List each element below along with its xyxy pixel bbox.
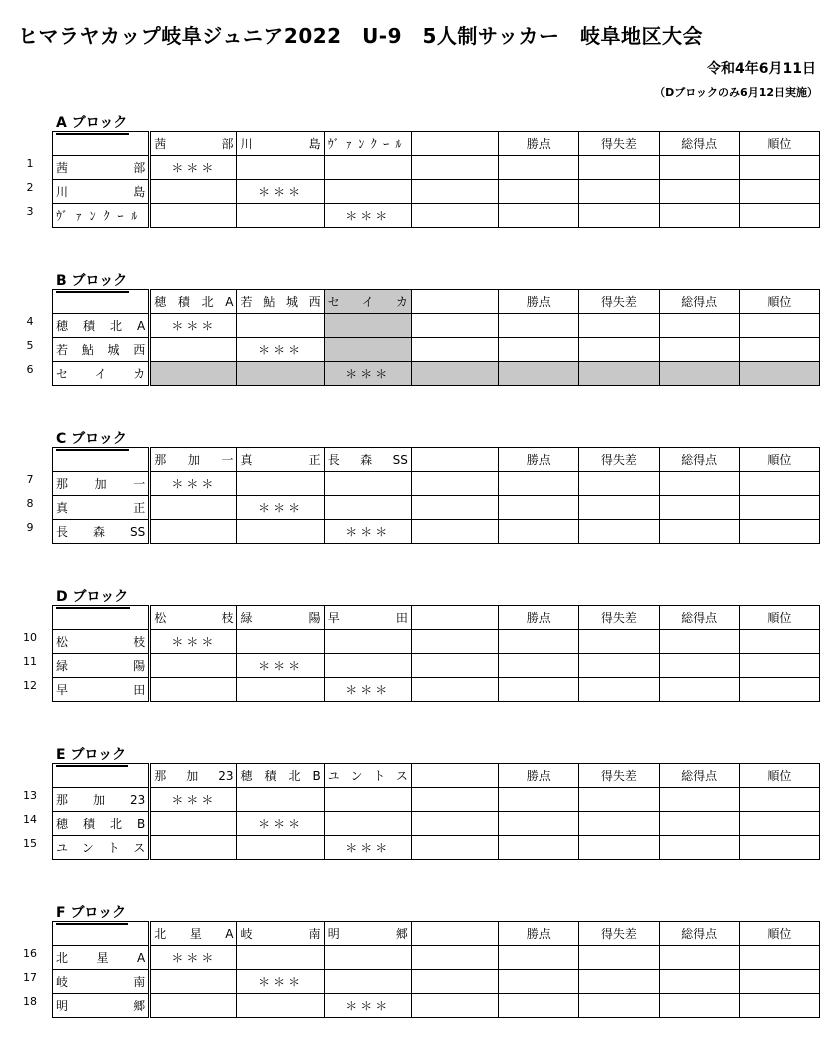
- team-name: 若鮎城西: [53, 338, 150, 362]
- stat-cell: [499, 156, 579, 180]
- team-name: 真 正: [53, 496, 150, 520]
- row-number: 10: [23, 631, 37, 644]
- match-cell: [324, 812, 411, 836]
- team-name: 川 島: [53, 180, 150, 204]
- match-cell: [324, 156, 411, 180]
- match-cell: [324, 472, 411, 496]
- match-cell: [150, 654, 237, 678]
- block-label: A ブロック: [56, 112, 129, 135]
- match-cell: [237, 788, 324, 812]
- empty-cell: [411, 764, 498, 788]
- team-name: 長 森 SS: [53, 520, 150, 544]
- match-cell: [324, 970, 411, 994]
- row-number: 11: [23, 655, 37, 668]
- stat-header: 勝点: [499, 764, 579, 788]
- team-name: 那 加 23: [53, 788, 150, 812]
- row-number: 18: [23, 995, 37, 1008]
- empty-cell: [411, 290, 498, 314]
- stat-header: 得失差: [579, 448, 659, 472]
- stat-header: 得失差: [579, 606, 659, 630]
- match-cell: [237, 362, 324, 386]
- stat-header: 得失差: [579, 764, 659, 788]
- team-name: 茜 部: [53, 156, 150, 180]
- team-header: 松 枝: [150, 606, 237, 630]
- row-number: 3: [26, 205, 34, 218]
- empty-cell: [411, 836, 498, 860]
- row-number: 15: [23, 837, 37, 850]
- empty-cell: [411, 630, 498, 654]
- match-cell: [237, 520, 324, 544]
- empty-cell: [411, 788, 498, 812]
- stat-cell: [739, 520, 819, 544]
- match-cell: [237, 630, 324, 654]
- stat-cell: [579, 180, 659, 204]
- self-match-cell: ＊＊＊: [324, 362, 411, 386]
- match-cell: [324, 180, 411, 204]
- self-match-cell: ＊＊＊: [237, 338, 324, 362]
- table-row: [53, 994, 820, 1018]
- team-name: 穂積北A: [53, 314, 150, 338]
- stat-cell: [659, 204, 739, 228]
- block-label: D ブロック: [56, 586, 130, 609]
- stat-cell: [579, 788, 659, 812]
- stat-cell: [499, 314, 579, 338]
- team-header: 川 島: [237, 132, 324, 156]
- stat-cell: [579, 678, 659, 702]
- match-cell: [150, 180, 237, 204]
- match-cell: [324, 314, 411, 338]
- stat-cell: [579, 994, 659, 1018]
- stat-cell: [579, 970, 659, 994]
- table-row: [53, 654, 820, 678]
- empty-cell: [411, 448, 498, 472]
- stat-cell: [579, 362, 659, 386]
- self-match-cell: ＊＊＊: [150, 314, 237, 338]
- page-title: ヒマラヤカップ岐阜ジュニア2022 U-9 5人制サッカー 岐阜地区大会: [18, 24, 704, 48]
- match-cell: [150, 970, 237, 994]
- match-cell: [150, 362, 237, 386]
- stat-header: 勝点: [499, 132, 579, 156]
- stat-header: 勝点: [499, 922, 579, 946]
- stat-cell: [739, 472, 819, 496]
- self-match-cell: ＊＊＊: [237, 180, 324, 204]
- stat-header: 得失差: [579, 132, 659, 156]
- stat-cell: [579, 472, 659, 496]
- corner-cell: [53, 764, 150, 788]
- row-number: 1: [26, 157, 34, 170]
- empty-cell: [411, 472, 498, 496]
- stat-cell: [499, 204, 579, 228]
- team-header: 穂積北A: [150, 290, 237, 314]
- table-row: [53, 204, 820, 228]
- table-row: [53, 678, 820, 702]
- table-row: [53, 156, 820, 180]
- stat-cell: [659, 520, 739, 544]
- stat-cell: [739, 156, 819, 180]
- empty-cell: [411, 156, 498, 180]
- row-number: 4: [26, 315, 34, 328]
- table-row: [53, 520, 820, 544]
- empty-cell: [411, 994, 498, 1018]
- stat-header: 順位: [739, 764, 819, 788]
- block-label: B ブロック: [56, 270, 129, 293]
- stat-cell: [659, 970, 739, 994]
- team-header: 茜 部: [150, 132, 237, 156]
- stat-cell: [499, 180, 579, 204]
- stat-cell: [739, 180, 819, 204]
- stat-cell: [739, 946, 819, 970]
- stat-cell: [499, 338, 579, 362]
- self-match-cell: ＊＊＊: [324, 520, 411, 544]
- team-header: ｳﾞｧﾝｸｰﾙ: [324, 132, 411, 156]
- empty-cell: [411, 362, 498, 386]
- stat-cell: [659, 314, 739, 338]
- block-label: F ブロック: [56, 902, 128, 925]
- stat-cell: [499, 836, 579, 860]
- match-cell: [150, 994, 237, 1018]
- stat-cell: [739, 994, 819, 1018]
- block-table: [52, 447, 820, 544]
- stat-cell: [579, 520, 659, 544]
- block-table: [52, 131, 820, 228]
- stat-cell: [579, 496, 659, 520]
- stat-header: 得失差: [579, 290, 659, 314]
- match-cell: [150, 520, 237, 544]
- match-cell: [150, 836, 237, 860]
- stat-header: 順位: [739, 922, 819, 946]
- match-cell: [324, 654, 411, 678]
- team-header: 那 加 一: [150, 448, 237, 472]
- stat-cell: [659, 654, 739, 678]
- match-cell: [237, 314, 324, 338]
- table-row: [53, 180, 820, 204]
- empty-cell: [411, 314, 498, 338]
- team-name: 明 郷: [53, 994, 150, 1018]
- empty-cell: [411, 970, 498, 994]
- stat-cell: [739, 970, 819, 994]
- stat-cell: [659, 472, 739, 496]
- team-header: 若鮎城西: [237, 290, 324, 314]
- table-row: [53, 338, 820, 362]
- stat-header: 順位: [739, 290, 819, 314]
- stat-cell: [659, 836, 739, 860]
- match-cell: [150, 496, 237, 520]
- table-row: [53, 970, 820, 994]
- self-match-cell: ＊＊＊: [150, 472, 237, 496]
- team-name: 北 星 A: [53, 946, 150, 970]
- stat-cell: [499, 788, 579, 812]
- team-name: ｳﾞｧﾝｸｰﾙ: [53, 204, 150, 228]
- stat-cell: [659, 180, 739, 204]
- self-match-cell: ＊＊＊: [237, 812, 324, 836]
- self-match-cell: ＊＊＊: [150, 946, 237, 970]
- team-header: ユントス: [324, 764, 411, 788]
- team-header: 岐 南: [237, 922, 324, 946]
- team-header: 真 正: [237, 448, 324, 472]
- self-match-cell: ＊＊＊: [150, 788, 237, 812]
- empty-cell: [411, 132, 498, 156]
- corner-cell: [53, 290, 150, 314]
- block-table: [52, 605, 820, 702]
- stat-header: 順位: [739, 606, 819, 630]
- table-row: [53, 836, 820, 860]
- self-match-cell: ＊＊＊: [324, 994, 411, 1018]
- row-number: 13: [23, 789, 37, 802]
- stat-cell: [659, 338, 739, 362]
- empty-cell: [411, 338, 498, 362]
- table-row: [53, 812, 820, 836]
- team-header: 那 加 23: [150, 764, 237, 788]
- stat-cell: [499, 520, 579, 544]
- row-number: 17: [23, 971, 37, 984]
- block-table: [52, 763, 820, 860]
- stat-cell: [579, 836, 659, 860]
- stat-header: 総得点: [659, 764, 739, 788]
- stat-cell: [739, 654, 819, 678]
- row-number: 7: [26, 473, 34, 486]
- self-match-cell: ＊＊＊: [237, 654, 324, 678]
- stat-header: 総得点: [659, 922, 739, 946]
- stat-cell: [739, 836, 819, 860]
- row-number: 5: [26, 339, 34, 352]
- stat-cell: [579, 338, 659, 362]
- stat-cell: [579, 156, 659, 180]
- team-name: セイカ: [53, 362, 150, 386]
- stat-header: 総得点: [659, 448, 739, 472]
- match-cell: [150, 204, 237, 228]
- match-cell: [237, 836, 324, 860]
- match-cell: [237, 472, 324, 496]
- team-name: 岐 南: [53, 970, 150, 994]
- empty-cell: [411, 812, 498, 836]
- self-match-cell: ＊＊＊: [324, 204, 411, 228]
- stat-cell: [659, 946, 739, 970]
- match-cell: [237, 678, 324, 702]
- table-row: [53, 362, 820, 386]
- empty-cell: [411, 922, 498, 946]
- corner-cell: [53, 132, 150, 156]
- row-number: 9: [26, 521, 34, 534]
- self-match-cell: ＊＊＊: [324, 678, 411, 702]
- match-cell: [237, 156, 324, 180]
- team-name: 緑 陽: [53, 654, 150, 678]
- row-number: 16: [23, 947, 37, 960]
- stat-cell: [579, 946, 659, 970]
- team-header: 緑 陽: [237, 606, 324, 630]
- corner-cell: [53, 448, 150, 472]
- stat-cell: [659, 630, 739, 654]
- stat-header: 勝点: [499, 606, 579, 630]
- team-name: 穂積北B: [53, 812, 150, 836]
- team-name: 松 枝: [53, 630, 150, 654]
- corner-cell: [53, 922, 150, 946]
- stat-cell: [499, 630, 579, 654]
- empty-cell: [411, 520, 498, 544]
- self-match-cell: ＊＊＊: [150, 630, 237, 654]
- stat-cell: [739, 362, 819, 386]
- team-header: 長 森 SS: [324, 448, 411, 472]
- team-header: 北 星 A: [150, 922, 237, 946]
- table-row: [53, 314, 820, 338]
- self-match-cell: ＊＊＊: [150, 156, 237, 180]
- empty-cell: [411, 496, 498, 520]
- event-date: 令和4年6月11日: [707, 61, 816, 77]
- stat-cell: [739, 204, 819, 228]
- stat-cell: [659, 994, 739, 1018]
- stat-header: 勝点: [499, 290, 579, 314]
- stat-cell: [499, 812, 579, 836]
- stat-cell: [579, 812, 659, 836]
- match-cell: [324, 788, 411, 812]
- block-table: [52, 289, 820, 386]
- stat-cell: [739, 338, 819, 362]
- team-header: 明 郷: [324, 922, 411, 946]
- stat-header: 総得点: [659, 290, 739, 314]
- table-row: [53, 496, 820, 520]
- date-note: （Dブロックのみ6月12日実施）: [654, 86, 818, 99]
- stat-header: 総得点: [659, 606, 739, 630]
- row-number: 12: [23, 679, 37, 692]
- self-match-cell: ＊＊＊: [324, 836, 411, 860]
- row-number: 8: [26, 497, 34, 510]
- stat-header: 総得点: [659, 132, 739, 156]
- row-number: 2: [26, 181, 34, 194]
- match-cell: [324, 630, 411, 654]
- stat-cell: [739, 788, 819, 812]
- match-cell: [237, 204, 324, 228]
- stat-cell: [579, 654, 659, 678]
- stat-cell: [499, 678, 579, 702]
- empty-cell: [411, 678, 498, 702]
- match-cell: [150, 812, 237, 836]
- stat-cell: [659, 496, 739, 520]
- match-cell: [324, 338, 411, 362]
- stat-cell: [739, 314, 819, 338]
- match-cell: [324, 496, 411, 520]
- team-header: 早 田: [324, 606, 411, 630]
- stat-cell: [499, 472, 579, 496]
- stat-cell: [659, 788, 739, 812]
- stat-cell: [579, 204, 659, 228]
- stat-cell: [499, 496, 579, 520]
- stat-header: 得失差: [579, 922, 659, 946]
- empty-cell: [411, 204, 498, 228]
- team-name: 那 加 一: [53, 472, 150, 496]
- empty-cell: [411, 946, 498, 970]
- empty-cell: [411, 654, 498, 678]
- table-row: [53, 472, 820, 496]
- match-cell: [237, 946, 324, 970]
- stat-header: 順位: [739, 448, 819, 472]
- team-name: ユントス: [53, 836, 150, 860]
- empty-cell: [411, 180, 498, 204]
- stat-cell: [659, 156, 739, 180]
- match-cell: [237, 994, 324, 1018]
- block-table: [52, 921, 820, 1018]
- stat-cell: [499, 970, 579, 994]
- team-name: 早 田: [53, 678, 150, 702]
- corner-cell: [53, 606, 150, 630]
- row-number: 14: [23, 813, 37, 826]
- stat-cell: [499, 362, 579, 386]
- block-label: C ブロック: [56, 428, 129, 451]
- stat-cell: [659, 678, 739, 702]
- self-match-cell: ＊＊＊: [237, 496, 324, 520]
- stat-cell: [579, 314, 659, 338]
- table-row: [53, 788, 820, 812]
- match-cell: [150, 678, 237, 702]
- team-header: 穂積北B: [237, 764, 324, 788]
- table-row: [53, 946, 820, 970]
- self-match-cell: ＊＊＊: [237, 970, 324, 994]
- stat-cell: [659, 362, 739, 386]
- stat-cell: [739, 812, 819, 836]
- stat-cell: [579, 630, 659, 654]
- empty-cell: [411, 606, 498, 630]
- block-label: E ブロック: [56, 744, 128, 767]
- stat-cell: [499, 994, 579, 1018]
- stat-cell: [499, 654, 579, 678]
- stat-header: 勝点: [499, 448, 579, 472]
- match-cell: [324, 946, 411, 970]
- stat-cell: [739, 630, 819, 654]
- table-row: [53, 630, 820, 654]
- match-cell: [150, 338, 237, 362]
- stat-header: 順位: [739, 132, 819, 156]
- stat-cell: [499, 946, 579, 970]
- stat-cell: [739, 496, 819, 520]
- team-header: セイカ: [324, 290, 411, 314]
- stat-cell: [659, 812, 739, 836]
- row-number: 6: [26, 363, 34, 376]
- stat-cell: [739, 678, 819, 702]
